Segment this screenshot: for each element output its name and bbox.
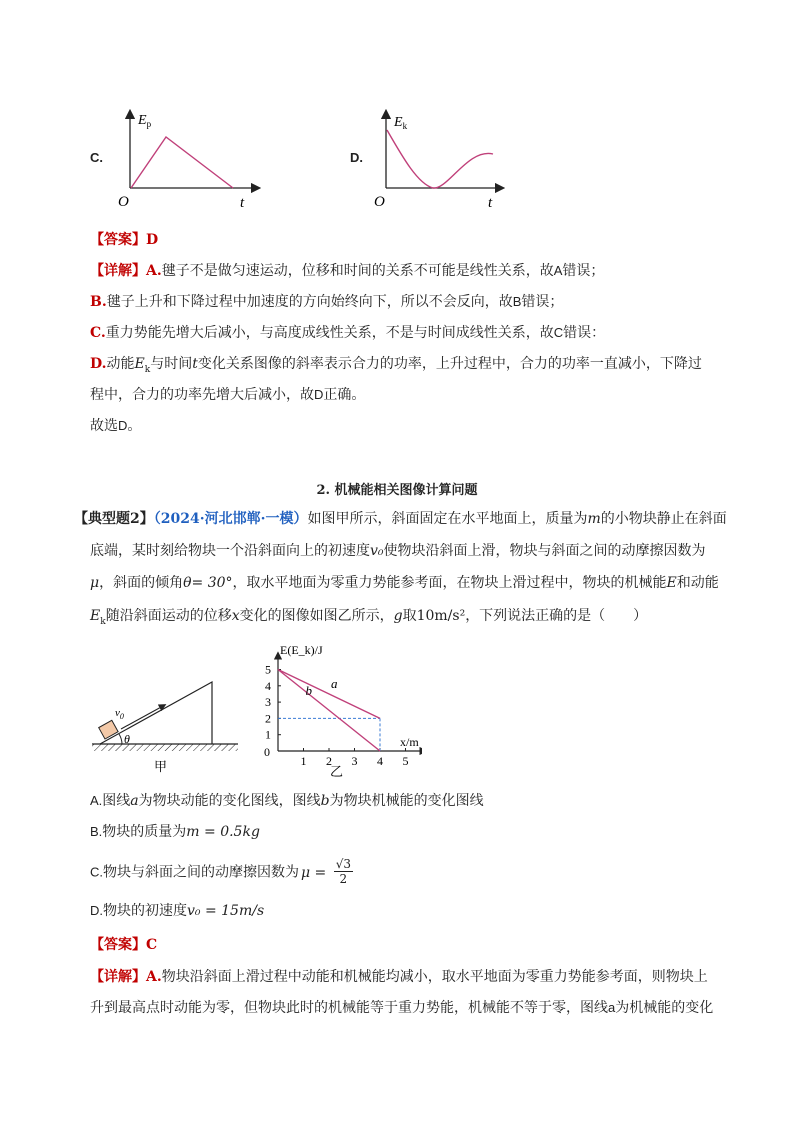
letter: D: [118, 418, 128, 433]
y-axis-label: E(E_k)/J: [280, 643, 323, 657]
problem-2-line-4: [90, 605, 647, 627]
option-c-figure: [88, 108, 268, 210]
ek-ylabel: $E_k$: [394, 115, 408, 131]
detail-text: 为机械能的变化: [615, 1000, 714, 1016]
detail-1-d: [90, 353, 702, 375]
option-label: B.: [90, 824, 103, 839]
angle-arc: [119, 734, 122, 744]
mu-symbol: μ: [90, 575, 100, 591]
detail-text: 错误；: [562, 263, 605, 279]
g-value: 10m/s²: [416, 608, 466, 624]
denominator: 2: [339, 872, 348, 886]
detail-text: 重力势能先增大后减小，与高度成线性关系，不是与时间成线性关系，故: [105, 325, 554, 341]
detail-text: 程中，合力的功率先增大后减小，故: [90, 387, 314, 403]
ep-curve: [131, 137, 233, 188]
problem-text: 使物块沿斜面上滑，物块与斜面之间的动摩擦因数为: [383, 543, 706, 559]
line-a-symbol: a: [130, 793, 139, 809]
x-symbol: x: [231, 608, 240, 624]
option-text: 图线: [102, 793, 131, 809]
answer-value: D: [146, 232, 159, 248]
ek-subscript: k: [100, 616, 106, 627]
ek-symbol: E: [90, 608, 101, 624]
problem-source: （2024·河北邯郸·一模）: [153, 511, 308, 527]
origin-label: 0: [264, 745, 270, 759]
detail-2-line-2: [90, 997, 713, 1017]
conclusion-text: 故选: [90, 418, 118, 434]
y-tick-label: 2: [265, 711, 271, 726]
problem-text: ，下列说法正确的是（ ）: [465, 608, 648, 624]
velocity-arrow: [121, 706, 163, 729]
v0-label: $v_0$: [115, 707, 124, 721]
detail-text: 毽子不是做匀速运动，位移和时间的关系不可能是线性关系，故: [161, 263, 554, 279]
option-text: 物块与斜面之间的动摩擦因数为: [103, 864, 299, 881]
detail-1-b: [90, 291, 563, 311]
ek-subscript: k: [144, 364, 151, 375]
answer-2: [90, 934, 157, 954]
letter: C: [553, 325, 564, 340]
option-label: D.: [90, 356, 107, 372]
y-tick-label: 4: [265, 678, 271, 693]
y-tick-label: 3: [265, 695, 271, 710]
detail-text: 升到最高点时动能为零，但物块此时的机械能等于重力势能，机械能不等于零，图线: [90, 1000, 608, 1016]
problem-2-line-1: [74, 508, 727, 528]
problem-text: ，斜面的倾角: [99, 575, 184, 591]
mass-formula: m = 0.5kg: [186, 824, 260, 840]
detail-text: 物块沿斜面上滑过程中动能和机械能均减小，取水平地面为零重力势能参考面，则物块上: [161, 969, 708, 985]
theta-equation: θ= 30°: [183, 575, 233, 591]
letter: B: [512, 294, 522, 309]
option-2-d: [90, 900, 264, 920]
problem-tag: 【典型题2】: [74, 511, 154, 527]
option-text: 物块的质量为: [102, 824, 187, 840]
option-d-figure: [348, 108, 508, 210]
chart-caption: 乙: [330, 764, 344, 779]
y-tick-label: 5: [265, 662, 271, 677]
detail-text: 错误：: [563, 325, 606, 341]
letter: a: [608, 1000, 616, 1015]
detail-text: 变化关系图像的斜率表示合力的功率，上升过程中，合力的功率一直减小，下降过: [197, 356, 702, 372]
option-2-b: [90, 821, 260, 841]
incline-figure: [88, 665, 248, 780]
problem-text: 和动能: [676, 575, 719, 591]
section-title: 2. 机械能相关图像计算问题: [316, 483, 478, 498]
detail-text: 与时间: [150, 356, 193, 372]
option-label: B.: [90, 294, 107, 310]
series-label-b: b: [305, 682, 312, 698]
ek-curve: [387, 130, 493, 188]
option-text: 为物块动能的变化图线，图线: [138, 793, 321, 809]
option-label: D.: [90, 903, 103, 918]
conclusion-text: 。: [127, 418, 142, 434]
mu-formula: μ =: [301, 864, 327, 881]
detail-tag: 【详解】: [90, 969, 146, 985]
problem-text: ，取水平地面为零重力势能参考面，在物块上滑过程中，物块的机械能: [232, 575, 667, 591]
numerator: √3: [335, 857, 352, 871]
origin-label: O: [374, 194, 385, 210]
option-c-label: C.: [90, 150, 103, 165]
t-label: t: [240, 195, 245, 210]
line-b-symbol: b: [320, 793, 330, 809]
fraction: [334, 857, 353, 886]
v0-symbol: v₀: [370, 543, 384, 559]
ep-time-graph: [88, 108, 268, 210]
ep-ylabel: $E_p$: [138, 113, 152, 129]
t-label: t: [488, 195, 493, 210]
option-label: A.: [146, 263, 162, 279]
problem-2-line-3: [90, 572, 719, 592]
option-2-a: [90, 790, 484, 810]
option-text: 物块的初速度: [103, 903, 187, 919]
problem-2-line-2: [90, 540, 706, 560]
series-label-a: a: [331, 675, 338, 691]
option-label: C.: [90, 325, 106, 341]
letter: D: [314, 387, 324, 402]
ek-symbol: E: [134, 356, 145, 372]
problem-text: 如图甲所示，斜面固定在水平地面上，质量为: [307, 511, 588, 527]
detail-text: 毽子上升和下降过程中加速度的方向始终向下，所以不会反向，故: [106, 294, 513, 310]
problem-text: 的小物块静止在斜面: [600, 511, 727, 527]
conclusion-1: [90, 415, 141, 435]
ek-time-graph: [348, 108, 508, 210]
detail-text: 错误；: [521, 294, 564, 310]
t-symbol: t: [192, 356, 198, 372]
detail-1-c: [90, 322, 605, 342]
problem-text: 变化的图像如图乙所示，: [239, 608, 394, 624]
detail-text: 正确。: [323, 387, 366, 403]
answer-tag: 【答案】: [90, 937, 146, 953]
detail-tag: 【详解】: [90, 263, 146, 279]
answer-tag: 【答案】: [90, 232, 146, 248]
g-symbol: g: [393, 608, 403, 624]
figure-caption: 甲: [154, 759, 168, 774]
x-tick-label: 4: [377, 754, 383, 768]
x-tick-label: 5: [402, 754, 409, 768]
x-axis-label: x/m: [400, 735, 419, 749]
detail-text: 动能: [106, 356, 135, 372]
option-label: C.: [90, 864, 103, 880]
answer-value: C: [146, 937, 158, 953]
option-2-c: [90, 858, 353, 887]
theta-label: θ: [124, 732, 130, 746]
detail-1-a: [90, 260, 604, 280]
option-text: 为物块机械能的变化图线: [329, 793, 484, 809]
problem-text: 底端，某时刻给物块一个沿斜面向上的初速度: [90, 543, 370, 559]
letter: A: [553, 263, 563, 278]
y-tick-label: 1: [265, 727, 271, 742]
problem-text: 取: [402, 608, 417, 624]
energy-position-chart: [252, 640, 422, 780]
problem-text: 随沿斜面运动的位移: [105, 608, 232, 624]
origin-label: O: [118, 194, 129, 210]
x-tick-label: 2: [326, 754, 332, 768]
series-line-b: [278, 670, 380, 752]
velocity-formula: v₀ = 15m/s: [187, 903, 265, 919]
e-symbol: E: [666, 575, 677, 591]
detail-2-line-1: [90, 966, 708, 986]
m-symbol: m: [587, 511, 601, 527]
x-tick-label: 1: [300, 754, 307, 768]
answer-1: [90, 229, 158, 249]
detail-1-d-cont: [90, 384, 365, 404]
x-tick-label: 3: [351, 754, 358, 768]
option-label: A.: [90, 793, 103, 808]
ground-hatch: [92, 744, 238, 751]
option-label: A.: [146, 969, 162, 985]
option-d-label: D.: [350, 150, 363, 165]
